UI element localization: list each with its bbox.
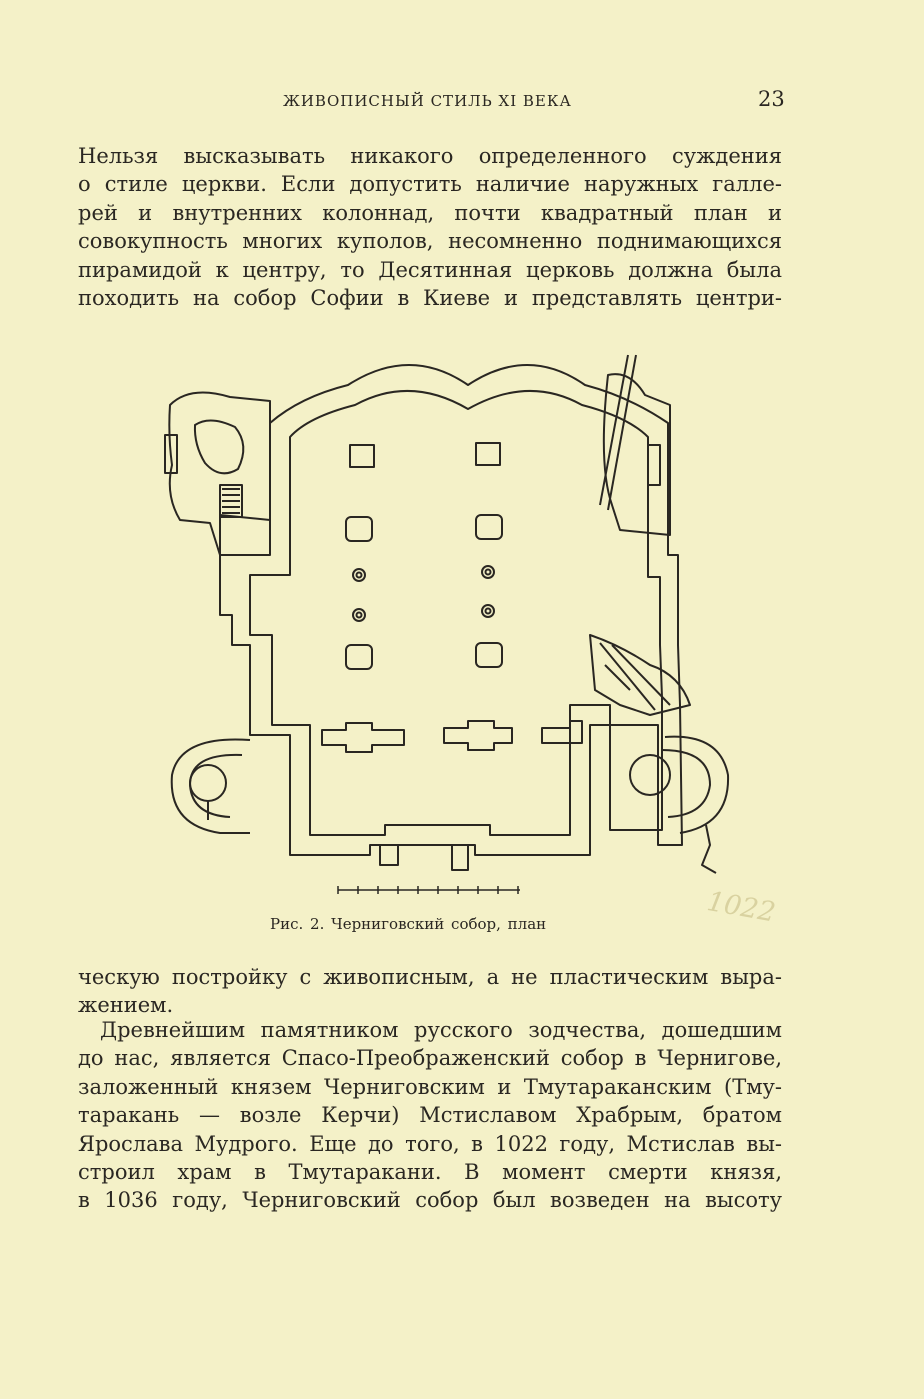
paragraph-3 (78, 1016, 782, 1215)
text-line: строил храм в Тмутаракани. В момент смерти князя, (78, 1159, 782, 1184)
handwritten-note: 1022 (704, 886, 778, 929)
pillar (346, 645, 372, 669)
column-base (353, 569, 365, 581)
inner-wall (250, 391, 662, 835)
text-line: о стиле церкви. Если допустить наличие наружных галле- (78, 172, 782, 197)
pier (542, 721, 582, 743)
text-line: жением. (78, 993, 174, 1018)
paragraph-1 (78, 142, 782, 312)
column-base (482, 605, 494, 617)
pillar (476, 443, 500, 465)
running-header (0, 87, 924, 116)
pillar (346, 517, 372, 541)
text-line: совокупность многих куполов, несомненно поднимающихся (78, 229, 782, 254)
scale-bar (338, 886, 520, 894)
text-line: Нельзя высказывать никакого определенного суждения (78, 144, 782, 168)
text-line: ческую постройку с живописным, а не пластическим выра- (78, 965, 782, 989)
running-title: ЖИВОПИСНЫЙ СТИЛЬ XI ВЕКА (283, 92, 572, 110)
stair-tower (172, 739, 250, 833)
paragraph-2 (78, 963, 782, 1020)
column-base (353, 609, 365, 621)
column-base (482, 566, 494, 578)
text-line: в 1036 году, Черниговский собор был возведен на высоту (78, 1188, 782, 1213)
pier (322, 723, 404, 752)
text-line: Ярослава Мудрого. Еще до того, в 1022 году, Мстислав вы- (78, 1131, 782, 1156)
page-number: 23 (758, 87, 785, 111)
text-line: рей и внутренних колоннад, почти квадратный план и (78, 200, 782, 225)
pillar (476, 643, 502, 667)
pillar (350, 445, 374, 467)
pillar (476, 515, 502, 539)
text-line: до нас, является Спасо-Преображенский собор в Чернигове, (78, 1046, 782, 1071)
figure-caption: Рис. 2. Черниговский собор, план (270, 915, 547, 933)
text-line: пирамидой к центру, то Десятинная церковь должна была (78, 257, 782, 282)
text-line: заложенный князем Черниговским и Тмутараканским (Тму- (78, 1074, 782, 1099)
pier (444, 721, 512, 750)
church-floor-plan (150, 345, 800, 900)
text-line: таракань — возле Керчи) Мстиславом Храбрым, братом (78, 1103, 782, 1128)
text-line: Древнейшим памятником русского зодчества, дошедшим (100, 1018, 782, 1042)
text-line: походить на собор Софии в Киеве и представлять центри- (78, 285, 782, 310)
